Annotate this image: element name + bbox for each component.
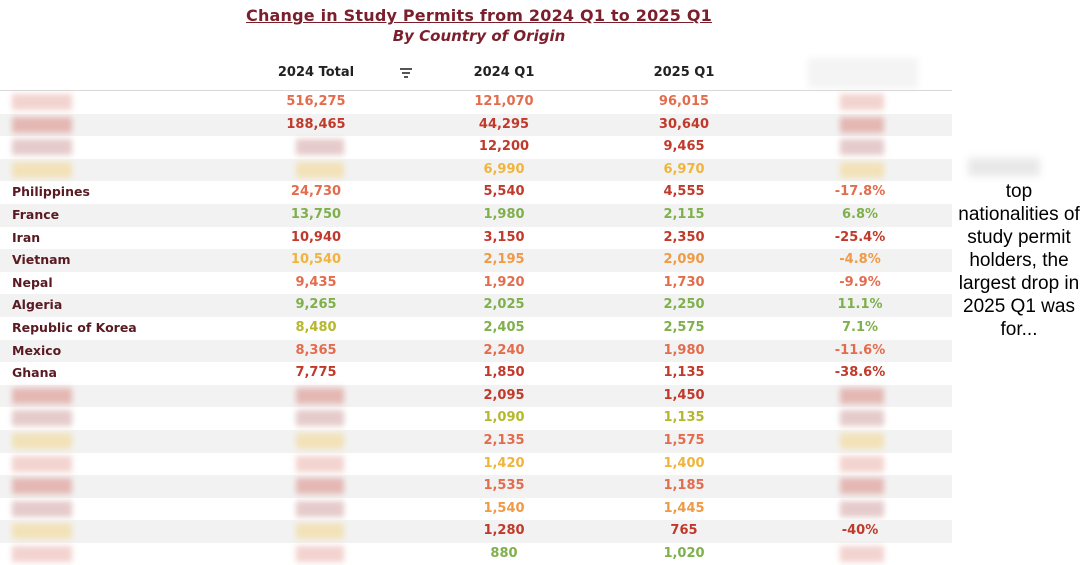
redacted-block (12, 162, 72, 178)
filter-icon[interactable] (400, 68, 412, 78)
cell-2025-q1: 765 (670, 523, 698, 539)
country-label: Ghana (12, 365, 57, 381)
cell-2025-q1: 6,970 (663, 161, 705, 177)
cell-2024-total: 10,540 (290, 252, 342, 268)
redacted-block (840, 117, 884, 133)
redacted-block (12, 456, 72, 472)
redacted-block (840, 433, 884, 449)
redacted-block (296, 410, 344, 426)
table-row (0, 91, 952, 114)
header-change-blurred (808, 58, 918, 88)
header-2024-total: 2024 Total (277, 65, 355, 80)
cell-2024-total: 188,465 (286, 116, 346, 132)
table-row (0, 520, 952, 543)
cell-2024-total: 7,775 (295, 365, 337, 381)
redacted-block (12, 94, 72, 110)
cell-2024-q1: 1,420 (483, 455, 525, 471)
redacted-block (12, 410, 72, 426)
table-row (0, 272, 952, 295)
redacted-block (296, 546, 344, 562)
country-label: France (12, 206, 60, 222)
cell-2024-q1: 2,195 (483, 252, 525, 268)
cell-2024-q1: 2,405 (483, 319, 525, 335)
cell-2025-q1: 4,555 (663, 184, 705, 200)
table-row (0, 430, 952, 453)
redacted-block (12, 139, 72, 155)
cell-2024-q1: 2,025 (483, 297, 525, 313)
table-row (0, 543, 952, 565)
cell-2024-total: 10,940 (290, 229, 342, 245)
cell-2024-total: 13,750 (290, 206, 342, 222)
cell-2025-q1: 1,400 (663, 455, 705, 471)
cell-2025-q1: 2,575 (663, 319, 705, 335)
redacted-block (12, 523, 72, 539)
table-row (0, 181, 952, 204)
side-caption-blur (968, 158, 1040, 176)
redacted-block (840, 546, 884, 562)
redacted-block (12, 433, 72, 449)
cell-change (800, 159, 920, 182)
cell-2024-total: 8,480 (295, 319, 337, 335)
cell-change (800, 91, 920, 114)
country-label: Algeria (12, 297, 63, 313)
cell-change: 7.1% (841, 319, 879, 335)
cell-2025-q1: 1,980 (663, 342, 705, 358)
country-label: Philippines (12, 184, 90, 200)
redacted-block (840, 94, 884, 110)
table-row (0, 475, 952, 498)
redacted-block (296, 388, 344, 404)
redacted-block (840, 388, 884, 404)
cell-2024-q1: 2,240 (483, 342, 525, 358)
cell-2025-q1: 2,090 (663, 252, 705, 268)
cell-2024-total: 9,265 (295, 297, 337, 313)
data-table (0, 91, 952, 565)
cell-2025-q1: 2,115 (663, 206, 705, 222)
cell-change (800, 407, 920, 430)
cell-change: -11.6% (834, 342, 886, 358)
cell-2024-q1: 1,540 (483, 500, 525, 516)
chart-title: Change in Study Permits from 2024 Q1 to 2025 Q1 (246, 6, 712, 25)
cell-change (800, 453, 920, 476)
country-label: Iran (12, 229, 41, 245)
table-row (0, 249, 952, 272)
cell-2024-total (256, 453, 376, 476)
cell-2024-q1: 880 (490, 545, 518, 561)
cell-2024-q1: 1,090 (483, 410, 525, 426)
cell-2024-q1: 1,980 (483, 206, 525, 222)
cell-change (800, 385, 920, 408)
header-2024-q1: 2024 Q1 (473, 65, 535, 80)
cell-2024-total (256, 385, 376, 408)
redacted-block (296, 501, 344, 517)
cell-2025-q1: 1,730 (663, 274, 705, 290)
table-row (0, 385, 952, 408)
table-row (0, 136, 952, 159)
cell-change (800, 498, 920, 521)
chart-subtitle: By Country of Origin (392, 27, 566, 45)
cell-2024-total: 8,365 (295, 342, 337, 358)
cell-2024-q1: 2,135 (483, 432, 525, 448)
cell-2025-q1: 96,015 (658, 94, 710, 109)
cell-2024-q1: 1,850 (483, 365, 525, 381)
cell-2024-total (256, 543, 376, 565)
redacted-block (12, 546, 72, 562)
country-label: Republic of Korea (12, 319, 137, 335)
cell-2024-total (256, 498, 376, 521)
table-row (0, 159, 952, 182)
cell-change: -17.8% (834, 184, 886, 200)
redacted-block (840, 501, 884, 517)
redacted-block (296, 523, 344, 539)
cell-2025-q1: 30,640 (658, 116, 710, 132)
side-caption: top nationalities of study permit holders, the largest drop in 2025 Q1 was for... (958, 181, 1080, 340)
redacted-block (12, 388, 72, 404)
cell-2025-q1: 1,445 (663, 500, 705, 516)
redacted-block (296, 162, 344, 178)
cell-change: 6.8% (841, 206, 879, 222)
country-label: Nepal (12, 274, 53, 290)
cell-2024-q1: 1,535 (483, 478, 525, 494)
cell-2025-q1: 2,350 (663, 229, 705, 245)
cell-2024-q1: 3,150 (483, 229, 525, 245)
cell-change: -4.8% (839, 252, 881, 268)
cell-change: -40% (841, 523, 879, 539)
cell-change: -25.4% (834, 229, 886, 245)
cell-2024-q1: 121,070 (474, 94, 534, 109)
cell-change (800, 114, 920, 137)
cell-change (800, 136, 920, 159)
cell-2025-q1: 1,575 (663, 432, 705, 448)
cell-2025-q1: 9,465 (663, 139, 705, 155)
redacted-block (296, 139, 344, 155)
cell-2025-q1: 2,250 (663, 297, 705, 313)
redacted-block (296, 478, 344, 494)
cell-2024-total (256, 430, 376, 453)
redacted-block (840, 139, 884, 155)
cell-change: 11.1% (837, 297, 883, 313)
cell-2024-total: 9,435 (295, 274, 337, 290)
cell-2025-q1: 1,185 (663, 478, 705, 494)
country-label: Mexico (12, 342, 62, 358)
table-row (0, 227, 952, 250)
table-row (0, 204, 952, 227)
table-row (0, 294, 952, 317)
cell-change: -38.6% (834, 365, 886, 381)
table-row (0, 317, 952, 340)
cell-2025-q1: 1,135 (663, 410, 705, 426)
cell-2024-q1: 12,200 (478, 139, 530, 155)
redacted-block (296, 433, 344, 449)
table-row (0, 498, 952, 521)
cell-2024-q1: 2,095 (483, 387, 525, 403)
redacted-block (840, 456, 884, 472)
redacted-block (840, 162, 884, 178)
cell-2024-q1: 5,540 (483, 184, 525, 200)
cell-2024-total: 516,275 (286, 94, 346, 109)
table-row (0, 340, 952, 363)
cell-2024-q1: 1,280 (483, 523, 525, 539)
country-label: Vietnam (12, 252, 71, 268)
table-row (0, 407, 952, 430)
cell-2024-total (256, 407, 376, 430)
cell-change (800, 430, 920, 453)
side-caption-fade (962, 358, 1072, 398)
cell-2024-total (256, 475, 376, 498)
chart-title-block (0, 6, 958, 46)
table-row (0, 362, 952, 385)
table-row (0, 114, 952, 137)
cell-2024-q1: 1,920 (483, 274, 525, 290)
cell-2024-total (256, 159, 376, 182)
cell-2025-q1: 1,450 (663, 387, 705, 403)
cell-2024-q1: 6,990 (483, 161, 525, 177)
cell-2024-total: 24,730 (290, 184, 342, 200)
redacted-block (12, 117, 72, 133)
cell-change: -9.9% (839, 274, 881, 290)
redacted-block (296, 456, 344, 472)
redacted-block (840, 410, 884, 426)
cell-2024-total (256, 520, 376, 543)
cell-change (800, 543, 920, 565)
cell-change (800, 475, 920, 498)
redacted-block (12, 478, 72, 494)
header-2025-q1: 2025 Q1 (653, 65, 715, 80)
redacted-block (840, 478, 884, 494)
cell-2024-q1: 44,295 (478, 116, 530, 132)
table-row (0, 453, 952, 476)
cell-2024-total (256, 136, 376, 159)
cell-2025-q1: 1,020 (663, 545, 705, 561)
redacted-block (12, 501, 72, 517)
cell-2025-q1: 1,135 (663, 365, 705, 381)
